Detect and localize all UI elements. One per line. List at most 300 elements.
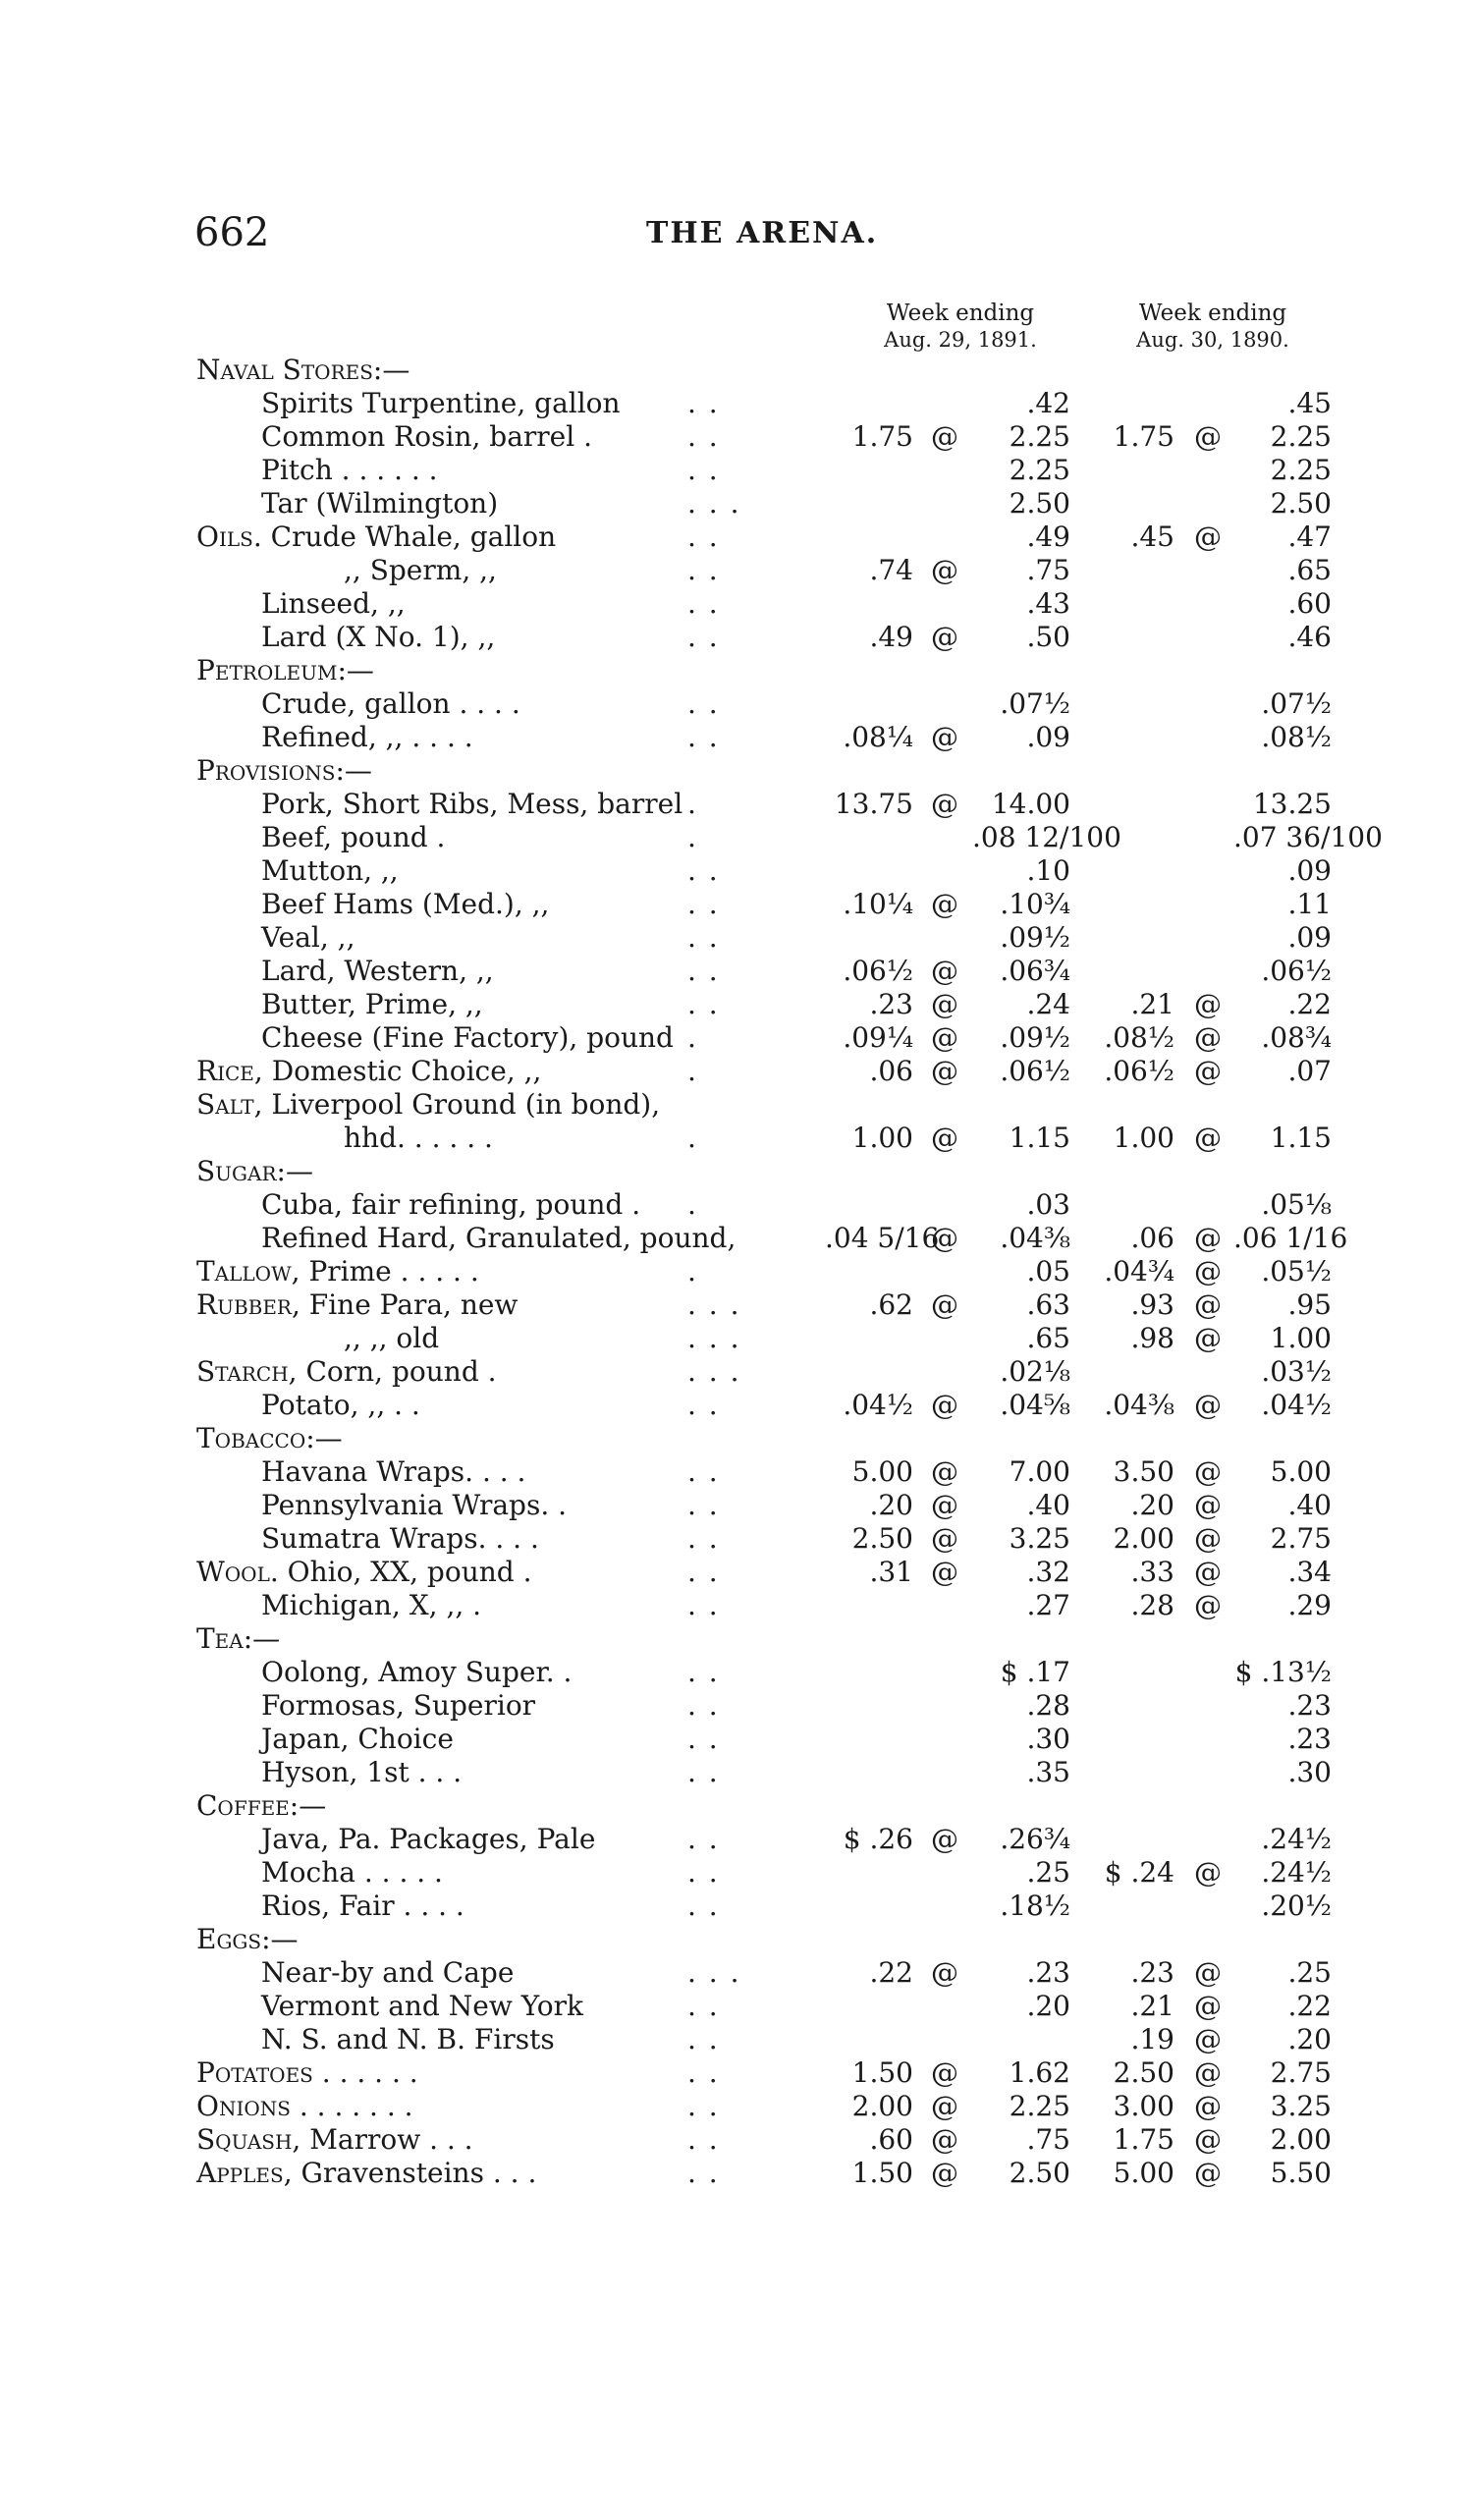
price-high-1890: .23	[1287, 1689, 1332, 1722]
at-sign: @	[931, 2090, 958, 2122]
leader-dots: . .	[687, 1723, 720, 1755]
category-row	[0, 754, 1474, 788]
commodity-label	[344, 554, 497, 587]
at-sign: @	[931, 420, 958, 453]
at-sign: @	[931, 1288, 958, 1321]
price-low-1890: .19	[1130, 2023, 1174, 2055]
label-head: Formosas, Superior	[261, 1689, 536, 1722]
price-high-1891: .75	[1026, 2123, 1070, 2156]
leader-dots: . .	[687, 1455, 720, 1488]
price-high-1890: 2.25	[1270, 420, 1332, 453]
price-low-1891: .22	[869, 1956, 913, 1989]
price-high-1890: .29	[1287, 1589, 1332, 1621]
at-sign: @	[931, 1823, 958, 1855]
column-header-title: Week ending	[886, 301, 1035, 326]
at-sign: @	[931, 1956, 958, 1989]
leader-dots: . . .	[687, 1322, 741, 1354]
at-sign: @	[1194, 1990, 1222, 2022]
price-high-1890: .40	[1287, 1489, 1332, 1521]
price-low-1890: 3.00	[1113, 2090, 1174, 2122]
label-head: Rubber,	[196, 1288, 300, 1321]
price-low-1890: .21	[1130, 988, 1174, 1020]
at-sign: @	[1194, 1455, 1222, 1488]
price-high-1890: .45	[1287, 387, 1332, 419]
price-high-1891: 2.25	[1009, 454, 1070, 486]
price-high-1890: .22	[1287, 1990, 1332, 2022]
price-high-1891: .10	[1026, 854, 1070, 887]
label-head: Petroleum:—	[196, 654, 374, 686]
commodity-label	[344, 1322, 439, 1355]
label-rest: Gravensteins . . .	[292, 2157, 537, 2189]
commodity-row	[0, 988, 1474, 1021]
price-low-1890: .98	[1130, 1322, 1174, 1354]
category-label	[196, 1055, 541, 1088]
at-sign: @	[1194, 2157, 1222, 2189]
leader-dots: . .	[687, 1489, 720, 1521]
price-low-1891: 13.75	[834, 788, 913, 820]
leader-dots: .	[687, 788, 698, 820]
commodity-label	[261, 788, 682, 821]
commodity-row	[0, 1956, 1474, 1990]
price-high-1890: .20	[1287, 2023, 1332, 2055]
price-high-1891: .04⅜	[1000, 1222, 1070, 1254]
price-low-1890: .93	[1130, 1288, 1174, 1321]
price-low-1891: 5.00	[851, 1455, 913, 1488]
category-row	[0, 2157, 1474, 2190]
commodity-label	[261, 2023, 555, 2056]
label-rest: Corn, pound .	[297, 1355, 497, 1388]
commodity-row	[0, 721, 1474, 754]
price-low-1890: .28	[1130, 1589, 1174, 1621]
commodity-row	[0, 1489, 1474, 1522]
price-low-1891: .20	[869, 1489, 913, 1521]
price-high-1890: .60	[1287, 587, 1332, 620]
price-high-1890: $ .13½	[1234, 1656, 1332, 1688]
category-label	[196, 2056, 418, 2090]
label-head: Refined Hard, Granulated, pound,	[261, 1222, 737, 1254]
price-high-1890: 13.25	[1252, 788, 1332, 820]
label-rest: Marrow . . .	[300, 2123, 473, 2156]
price-high-1890: .95	[1287, 1288, 1332, 1321]
category-row	[0, 2056, 1474, 2090]
price-low-1891: .74	[869, 554, 913, 586]
price-low-1890: $ .24	[1104, 1856, 1174, 1889]
price-low-1891: .06	[869, 1055, 913, 1087]
commodity-row	[0, 587, 1474, 621]
commodity-row	[0, 1823, 1474, 1856]
label-head: Tar (Wilmington)	[261, 487, 499, 520]
commodity-label	[261, 1956, 514, 1990]
price-low-1890: .04¾	[1104, 1255, 1174, 1287]
price-high-1891: .63	[1026, 1288, 1070, 1321]
price-low-1891: 2.00	[851, 2090, 913, 2122]
price-high-1891: 2.50	[1009, 2157, 1070, 2189]
category-row	[0, 2123, 1474, 2157]
commodity-label	[261, 587, 406, 621]
commodity-label	[261, 821, 445, 854]
label-head: ,, ,, old	[344, 1322, 440, 1354]
price-high-1890: .24½	[1261, 1856, 1332, 1889]
price-high-1890: .09	[1287, 921, 1332, 954]
commodity-row	[0, 1890, 1474, 1923]
commodity-row	[0, 921, 1474, 955]
leader-dots: . .	[687, 2056, 720, 2089]
label-head: Cheese (Fine Factory), pound	[261, 1021, 674, 1054]
price-high-1890: .08½	[1261, 721, 1332, 753]
commodity-label	[261, 1522, 539, 1556]
commodity-label	[261, 687, 520, 721]
price-low-1891: .09¼	[843, 1021, 913, 1054]
price-low-1890: .21	[1130, 1990, 1174, 2022]
category-row	[0, 1622, 1474, 1656]
price-low-1891: .06½	[843, 955, 913, 987]
price-high-1891: .07½	[1000, 687, 1070, 720]
price-high-1891: .28	[1026, 1689, 1070, 1722]
commodity-label	[261, 1489, 567, 1522]
commodity-row	[0, 1990, 1474, 2023]
label-head: Common Rosin, barrel .	[261, 420, 592, 453]
commodity-row	[0, 1222, 1474, 1255]
at-sign: @	[1194, 1255, 1222, 1287]
price-high-1890: 2.00	[1270, 2123, 1332, 2156]
page-header	[194, 210, 1314, 269]
commodity-label	[261, 387, 621, 420]
leader-dots: . .	[687, 387, 720, 419]
price-high-1891: 2.25	[1009, 2090, 1070, 2122]
leader-dots: . .	[687, 587, 720, 620]
leader-dots: . .	[687, 1689, 720, 1722]
commodity-row	[0, 554, 1474, 587]
leader-dots: . .	[687, 854, 720, 887]
label-head: Potato, ,, . .	[261, 1389, 420, 1421]
leader-dots: . .	[687, 955, 720, 987]
label-rest: . . . . . .	[312, 2056, 418, 2089]
label-head: Sumatra Wraps. . . .	[261, 1522, 539, 1555]
at-sign: @	[1194, 2090, 1222, 2122]
leader-dots: . .	[687, 420, 720, 453]
price-high-1890: 1.15	[1270, 1122, 1332, 1154]
price-high-1891: .32	[1026, 1556, 1070, 1588]
page-number: 662	[194, 210, 270, 255]
price-high-1891: .09½	[1000, 921, 1070, 954]
at-sign: @	[1194, 1489, 1222, 1521]
leader-dots: . .	[687, 721, 720, 753]
at-sign: @	[931, 1489, 958, 1521]
price-high-1891: .04⅝	[1000, 1389, 1070, 1421]
price-high-1891: 2.25	[1009, 420, 1070, 453]
commodity-label	[261, 1723, 454, 1756]
category-row	[0, 1255, 1474, 1288]
leader-dots: . .	[687, 554, 720, 586]
at-sign: @	[931, 721, 958, 753]
price-high-1891: .06½	[1000, 1055, 1070, 1087]
commodity-label	[261, 454, 438, 487]
at-sign: @	[931, 554, 958, 586]
label-head: Havana Wraps. . . .	[261, 1455, 526, 1488]
price-high-1890: .34	[1287, 1556, 1332, 1588]
label-rest: Domestic Choice, ,,	[262, 1055, 542, 1087]
price-high-1890: .47	[1287, 520, 1332, 553]
price-low-1890: 2.00	[1113, 1522, 1174, 1555]
price-high-1890: 2.50	[1270, 487, 1332, 520]
at-sign: @	[1194, 1956, 1222, 1989]
label-head: Near-by and Cape	[261, 1956, 515, 1989]
at-sign: @	[931, 788, 958, 820]
leader-dots: . .	[687, 1990, 720, 2022]
label-head: Lard (X No. 1), ,,	[261, 621, 496, 653]
label-head: Squash,	[196, 2123, 301, 2156]
commodity-label	[261, 1890, 464, 1923]
label-rest: Crude Whale, gallon	[261, 520, 557, 553]
commodity-label	[261, 721, 473, 754]
label-head: Wool.	[196, 1556, 279, 1588]
at-sign: @	[1194, 1556, 1222, 1588]
category-label	[196, 1155, 313, 1188]
leader-dots: .	[687, 1188, 698, 1221]
price-low-1890: 2.50	[1113, 2056, 1174, 2089]
price-high-1890: .22	[1287, 988, 1332, 1020]
price-low-1890: .08½	[1104, 1021, 1174, 1054]
category-row	[0, 1556, 1474, 1589]
price-low-1891: .31	[869, 1556, 913, 1588]
at-sign: @	[931, 1522, 958, 1555]
at-sign: @	[1194, 988, 1222, 1020]
label-head: Oolong, Amoy Super. .	[261, 1656, 573, 1688]
price-high-1890: .08¾	[1261, 1021, 1332, 1054]
price-high-1891: $ .17	[1000, 1656, 1070, 1688]
price-high-1891: .18½	[1000, 1890, 1070, 1922]
leader-dots: .	[687, 1021, 698, 1054]
category-row	[0, 520, 1474, 554]
commodity-label	[261, 854, 399, 888]
price-high-1890: 5.50	[1270, 2157, 1332, 2189]
commodity-row	[0, 621, 1474, 654]
leader-dots: . .	[687, 1856, 720, 1889]
at-sign: @	[1194, 1288, 1222, 1321]
category-row	[0, 654, 1474, 687]
price-high-1890: .09	[1287, 854, 1332, 887]
leader-dots: . . .	[687, 1288, 741, 1321]
label-head: Pitch . . . . . .	[261, 454, 438, 486]
label-head: Japan, Choice	[261, 1723, 454, 1755]
commodity-label	[261, 1856, 443, 1890]
leader-dots: .	[687, 821, 698, 853]
leader-dots: . .	[687, 1656, 720, 1688]
category-label	[196, 1255, 479, 1288]
price-high-1890: .07½	[1261, 687, 1332, 720]
label-rest: Prime . . . . .	[300, 1255, 479, 1287]
at-sign: @	[1194, 2056, 1222, 2089]
at-sign: @	[1194, 1856, 1222, 1889]
price-high-1890: .05⅛	[1261, 1188, 1332, 1221]
price-high-1891: .65	[1026, 1322, 1070, 1354]
leader-dots: . .	[687, 454, 720, 486]
price-low-1891: .49	[869, 621, 913, 653]
category-row	[0, 1422, 1474, 1455]
category-label	[196, 1556, 532, 1589]
label-head: Beef Hams (Med.), ,,	[261, 888, 550, 920]
category-label	[196, 1088, 660, 1122]
price-high-1890: .23	[1287, 1723, 1332, 1755]
label-head: Starch,	[196, 1355, 298, 1388]
price-low-1891: .62	[869, 1288, 913, 1321]
label-head: Naval Stores:—	[196, 354, 410, 386]
label-rest: Liverpool Ground (in bond),	[262, 1088, 661, 1121]
label-head: Mocha . . . . .	[261, 1856, 443, 1889]
category-label	[196, 1355, 497, 1389]
price-high-1891: .03	[1026, 1188, 1070, 1221]
label-head: Michigan, X, ,, .	[261, 1589, 482, 1621]
label-head: Pennsylvania Wraps. .	[261, 1489, 568, 1521]
category-label	[196, 754, 372, 788]
price-low-1890: 3.50	[1113, 1455, 1174, 1488]
leader-dots: . . .	[687, 487, 741, 520]
leader-dots: . . .	[687, 1355, 741, 1388]
price-low-1890: .23	[1130, 1956, 1174, 1989]
category-row	[0, 1155, 1474, 1188]
at-sign: @	[1194, 1522, 1222, 1555]
at-sign: @	[931, 2123, 958, 2156]
label-head: Hyson, 1st . . .	[261, 1756, 463, 1788]
price-low-1891: .10¼	[843, 888, 913, 920]
price-low-1891: .60	[869, 2123, 913, 2156]
price-high-1890: .06½	[1261, 955, 1332, 987]
commodity-row	[0, 687, 1474, 721]
price-high-1890: .25	[1287, 1956, 1332, 1989]
leader-dots: . .	[687, 1890, 720, 1922]
price-high-1891: .23	[1026, 1956, 1070, 1989]
commodity-row	[0, 387, 1474, 420]
category-label	[196, 2123, 473, 2157]
leader-dots: . .	[687, 1522, 720, 1555]
at-sign: @	[1194, 520, 1222, 553]
price-low-1891: $ .26	[843, 1823, 913, 1855]
at-sign: @	[931, 1222, 958, 1254]
price-low-1890: .33	[1130, 1556, 1174, 1588]
price-high-1890: 2.75	[1270, 2056, 1332, 2089]
category-row	[0, 1923, 1474, 1956]
price-high-1891: .10¾	[1000, 888, 1070, 920]
label-rest: . . . . . . .	[290, 2090, 413, 2122]
price-low-1891: 1.75	[851, 420, 913, 453]
commodity-row	[0, 1122, 1474, 1155]
price-low-1890: 5.00	[1113, 2157, 1174, 2189]
price-high-1891: .05	[1026, 1255, 1070, 1287]
commodity-row	[0, 1723, 1474, 1756]
price-high-1891: .75	[1026, 554, 1070, 586]
price-low-1891: .23	[869, 988, 913, 1020]
price-low-1890: .04⅜	[1104, 1389, 1174, 1421]
column-header-title: Week ending	[1138, 301, 1287, 326]
at-sign: @	[931, 1122, 958, 1154]
at-sign: @	[1194, 1322, 1222, 1354]
price-high-1890: .07 36/100	[1233, 821, 1383, 853]
leader-dots: . .	[687, 2023, 720, 2055]
leader-dots: . .	[687, 988, 720, 1020]
price-high-1891: 2.50	[1009, 487, 1070, 520]
category-label	[196, 1288, 518, 1322]
commodity-row	[0, 821, 1474, 854]
price-high-1891: .02⅛	[1000, 1355, 1070, 1388]
price-high-1891: 1.15	[1009, 1122, 1070, 1154]
commodity-label	[261, 1455, 525, 1489]
label-head: Sugar:—	[196, 1155, 313, 1187]
price-low-1890: .06½	[1104, 1055, 1174, 1087]
label-head: Spirits Turpentine, gallon	[261, 387, 621, 419]
commodity-row	[0, 788, 1474, 821]
price-high-1891: .50	[1026, 621, 1070, 653]
category-row	[0, 1088, 1474, 1122]
price-low-1890: 1.75	[1113, 420, 1174, 453]
commodity-row	[0, 420, 1474, 454]
price-high-1891: .26¾	[1000, 1823, 1070, 1855]
label-head: Coffee:—	[196, 1789, 327, 1822]
category-row	[0, 354, 1474, 387]
leader-dots: . .	[687, 921, 720, 954]
label-rest: Fine Para, new	[300, 1288, 519, 1321]
price-high-1891: .09	[1026, 721, 1070, 753]
category-label	[196, 354, 409, 387]
price-high-1890: .05½	[1261, 1255, 1332, 1287]
label-head: Pork, Short Ribs, Mess, barrel	[261, 788, 683, 820]
commodity-row	[0, 1756, 1474, 1789]
commodity-label	[261, 487, 498, 520]
category-label	[196, 1789, 326, 1823]
leader-dots: . .	[687, 2123, 720, 2156]
price-high-1890: 3.25	[1270, 2090, 1332, 2122]
price-low-1891: 1.50	[851, 2157, 913, 2189]
commodity-label	[261, 621, 495, 654]
price-high-1891: .08 12/100	[972, 821, 1121, 853]
label-head: Tallow,	[196, 1255, 300, 1287]
price-high-1890: 2.25	[1270, 454, 1332, 486]
commodity-row	[0, 854, 1474, 888]
at-sign: @	[931, 955, 958, 987]
commodity-label	[261, 988, 483, 1021]
price-high-1891: .40	[1026, 1489, 1070, 1521]
category-label	[196, 1622, 280, 1656]
price-high-1890: .65	[1287, 554, 1332, 586]
leader-dots: . .	[687, 1823, 720, 1855]
label-head: Oils.	[196, 520, 262, 553]
commodity-label	[261, 1389, 420, 1422]
price-low-1891: 1.00	[851, 1122, 913, 1154]
price-high-1891: .20	[1026, 1990, 1070, 2022]
commodity-label	[261, 888, 549, 921]
at-sign: @	[931, 1556, 958, 1588]
commodity-label	[261, 420, 592, 454]
commodity-label	[344, 1122, 493, 1155]
leader-dots: . .	[687, 2090, 720, 2122]
price-low-1890: .20	[1130, 1489, 1174, 1521]
label-head: Linseed, ,,	[261, 587, 406, 620]
at-sign: @	[931, 1021, 958, 1054]
leader-dots: . .	[687, 687, 720, 720]
commodity-row	[0, 888, 1474, 921]
leader-dots: . .	[687, 888, 720, 920]
price-high-1891: .35	[1026, 1756, 1070, 1788]
price-high-1891: .24	[1026, 988, 1070, 1020]
commodity-label	[261, 1222, 736, 1255]
category-label	[196, 520, 556, 554]
at-sign: @	[1194, 1055, 1222, 1087]
price-low-1891: 1.50	[851, 2056, 913, 2089]
category-label	[196, 2090, 413, 2123]
label-head: ,, Sperm, ,,	[344, 554, 497, 586]
at-sign: @	[1194, 1122, 1222, 1154]
label-head: Java, Pa. Packages, Pale	[261, 1823, 596, 1855]
category-row	[0, 1288, 1474, 1322]
